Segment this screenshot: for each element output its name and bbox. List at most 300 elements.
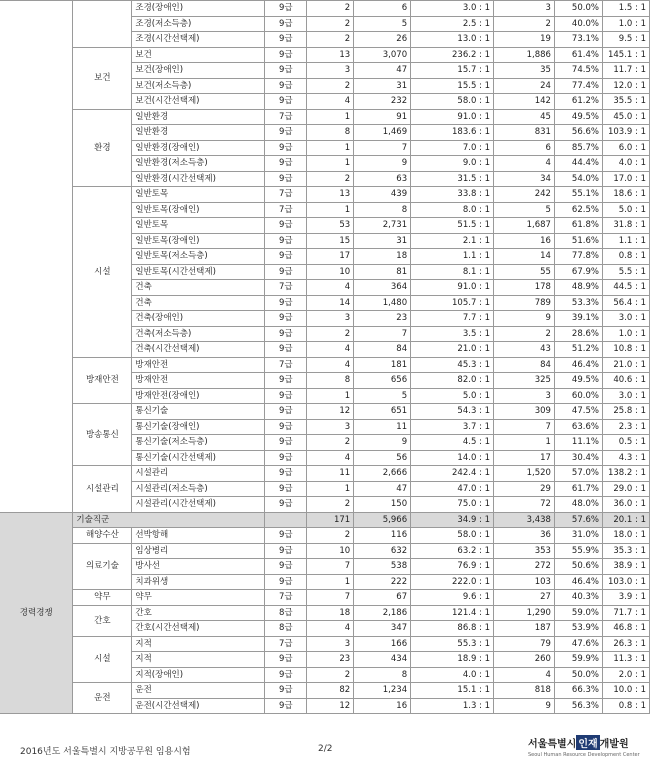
value-cell: 789 bbox=[494, 295, 555, 311]
value-cell: 36 bbox=[494, 528, 555, 544]
value-cell: 66.3% bbox=[554, 683, 602, 699]
value-cell: 3 bbox=[494, 1, 555, 17]
value-cell: 60.0% bbox=[554, 388, 602, 404]
value-cell: 538 bbox=[354, 559, 411, 575]
value-cell: 34 bbox=[494, 171, 555, 187]
value-cell: 50.0% bbox=[554, 1, 602, 17]
value-cell: 1 bbox=[307, 388, 354, 404]
value-cell: 2 bbox=[307, 16, 354, 32]
value-cell: 15.1 : 1 bbox=[411, 683, 494, 699]
value-cell: 1 bbox=[307, 140, 354, 156]
value-cell: 53.3% bbox=[554, 295, 602, 311]
value-cell: 61.4% bbox=[554, 47, 602, 63]
value-cell: 4 bbox=[307, 94, 354, 110]
value-cell: 7급 bbox=[265, 187, 307, 203]
category-cell: 간호 bbox=[73, 605, 132, 636]
field-cell: 일반토목(시간선택제) bbox=[132, 264, 265, 280]
value-cell: 1 bbox=[307, 109, 354, 125]
value-cell: 75.0 : 1 bbox=[411, 497, 494, 513]
value-cell: 4.0 : 1 bbox=[411, 667, 494, 683]
value-cell: 9급 bbox=[265, 63, 307, 79]
value-cell: 85.7% bbox=[554, 140, 602, 156]
value-cell: 2 bbox=[307, 667, 354, 683]
value-cell: 2 bbox=[307, 78, 354, 94]
value-cell: 9급 bbox=[265, 559, 307, 575]
value-cell: 27 bbox=[494, 590, 555, 606]
value-cell: 9 bbox=[354, 435, 411, 451]
value-cell: 2 bbox=[307, 1, 354, 17]
value-cell: 5 bbox=[354, 388, 411, 404]
total-cell: 57.6% bbox=[554, 512, 602, 528]
value-cell: 3 bbox=[494, 388, 555, 404]
value-cell: 14.0 : 1 bbox=[411, 450, 494, 466]
total-cell: 20.1 : 1 bbox=[602, 512, 649, 528]
value-cell: 47.6% bbox=[554, 636, 602, 652]
value-cell: 1 bbox=[307, 202, 354, 218]
value-cell: 51.6% bbox=[554, 233, 602, 249]
value-cell: 40.0% bbox=[554, 16, 602, 32]
value-cell: 12 bbox=[307, 698, 354, 714]
value-cell: 91.0 : 1 bbox=[411, 280, 494, 296]
value-cell: 7 bbox=[307, 559, 354, 575]
field-cell: 일반토목(저소득층) bbox=[132, 249, 265, 265]
value-cell: 2,731 bbox=[354, 218, 411, 234]
value-cell: 1 bbox=[307, 156, 354, 172]
category-cell: 방재안전 bbox=[73, 357, 132, 404]
value-cell: 23 bbox=[354, 311, 411, 327]
value-cell: 11.3 : 1 bbox=[602, 652, 649, 668]
logo-wordmark: 서울특별시 인재 개발원 bbox=[528, 735, 638, 750]
field-cell: 시설관리(저소득층) bbox=[132, 481, 265, 497]
total-cell: 171 bbox=[307, 512, 354, 528]
value-cell: 138.2 : 1 bbox=[602, 466, 649, 482]
value-cell: 53 bbox=[307, 218, 354, 234]
value-cell: 1,290 bbox=[494, 605, 555, 621]
value-cell: 7 bbox=[354, 326, 411, 342]
value-cell: 4 bbox=[307, 342, 354, 358]
value-cell: 56.3% bbox=[554, 698, 602, 714]
value-cell: 62.5% bbox=[554, 202, 602, 218]
org-logo bbox=[528, 735, 638, 765]
value-cell: 31.0% bbox=[554, 528, 602, 544]
value-cell: 2.5 : 1 bbox=[411, 16, 494, 32]
value-cell: 1.1 : 1 bbox=[602, 233, 649, 249]
value-cell: 1,234 bbox=[354, 683, 411, 699]
value-cell: 9 bbox=[354, 156, 411, 172]
field-cell: 약무 bbox=[132, 590, 265, 606]
field-cell: 방재안전(장애인) bbox=[132, 388, 265, 404]
value-cell: 35 bbox=[494, 63, 555, 79]
value-cell: 18.6 : 1 bbox=[602, 187, 649, 203]
value-cell: 1.0 : 1 bbox=[602, 326, 649, 342]
category-cell: 의료기술 bbox=[73, 543, 132, 590]
value-cell: 272 bbox=[494, 559, 555, 575]
value-cell: 9 bbox=[494, 698, 555, 714]
value-cell: 2 bbox=[307, 435, 354, 451]
value-cell: 9급 bbox=[265, 388, 307, 404]
value-cell: 50.6% bbox=[554, 559, 602, 575]
field-cell: 건축(저소득층) bbox=[132, 326, 265, 342]
field-cell: 통신기술(저소득층) bbox=[132, 435, 265, 451]
value-cell: 13.0 : 1 bbox=[411, 32, 494, 48]
value-cell: 8 bbox=[307, 373, 354, 389]
value-cell: 48.0% bbox=[554, 497, 602, 513]
value-cell: 23 bbox=[307, 652, 354, 668]
value-cell: 21.0 : 1 bbox=[411, 342, 494, 358]
value-cell: 1.5 : 1 bbox=[602, 1, 649, 17]
page-number: 2/2 bbox=[318, 744, 333, 754]
field-cell: 통신기술(시간선택제) bbox=[132, 450, 265, 466]
value-cell: 11.1% bbox=[554, 435, 602, 451]
value-cell: 67.9% bbox=[554, 264, 602, 280]
value-cell: 7급 bbox=[265, 202, 307, 218]
value-cell: 651 bbox=[354, 404, 411, 420]
value-cell: 9급 bbox=[265, 156, 307, 172]
value-cell: 325 bbox=[494, 373, 555, 389]
value-cell: 73.1% bbox=[554, 32, 602, 48]
value-cell: 33.8 : 1 bbox=[411, 187, 494, 203]
total-cell: 34.9 : 1 bbox=[411, 512, 494, 528]
field-cell: 건축(시간선택제) bbox=[132, 342, 265, 358]
category-cell: 약무 bbox=[73, 590, 132, 606]
table-row bbox=[0, 636, 650, 652]
field-cell: 운전 bbox=[132, 683, 265, 699]
value-cell: 49.5% bbox=[554, 109, 602, 125]
value-cell: 43 bbox=[494, 342, 555, 358]
value-cell: 81 bbox=[354, 264, 411, 280]
value-cell: 72 bbox=[494, 497, 555, 513]
value-cell: 36.0 : 1 bbox=[602, 497, 649, 513]
value-cell: 9급 bbox=[265, 481, 307, 497]
value-cell: 3.7 : 1 bbox=[411, 419, 494, 435]
logo-box: 인재 bbox=[576, 735, 599, 750]
value-cell: 7 bbox=[354, 140, 411, 156]
value-cell: 7.0 : 1 bbox=[411, 140, 494, 156]
category-cell bbox=[73, 1, 132, 48]
value-cell: 2 bbox=[307, 32, 354, 48]
value-cell: 9급 bbox=[265, 450, 307, 466]
field-cell: 조경(시간선택제) bbox=[132, 32, 265, 48]
value-cell: 58.0 : 1 bbox=[411, 94, 494, 110]
field-cell: 일반환경 bbox=[132, 125, 265, 141]
field-cell: 일반토목(장애인) bbox=[132, 233, 265, 249]
value-cell: 56.4 : 1 bbox=[602, 295, 649, 311]
value-cell: 7.7 : 1 bbox=[411, 311, 494, 327]
value-cell: 77.4% bbox=[554, 78, 602, 94]
value-cell: 1.1 : 1 bbox=[411, 249, 494, 265]
field-cell: 일반환경(저소득층) bbox=[132, 156, 265, 172]
section-label: 경력경쟁 bbox=[0, 512, 73, 714]
field-cell: 건축 bbox=[132, 280, 265, 296]
value-cell: 15.7 : 1 bbox=[411, 63, 494, 79]
value-cell: 5.0 : 1 bbox=[602, 202, 649, 218]
value-cell: 17 bbox=[494, 450, 555, 466]
value-cell: 0.8 : 1 bbox=[602, 698, 649, 714]
value-cell: 7급 bbox=[265, 109, 307, 125]
value-cell: 47 bbox=[354, 481, 411, 497]
value-cell: 46.8 : 1 bbox=[602, 621, 649, 637]
value-cell: 31 bbox=[354, 233, 411, 249]
value-cell: 8 bbox=[307, 125, 354, 141]
value-cell: 8급 bbox=[265, 621, 307, 637]
category-cell: 환경 bbox=[73, 109, 132, 187]
value-cell: 61.8% bbox=[554, 218, 602, 234]
value-cell: 9급 bbox=[265, 1, 307, 17]
total-cell bbox=[265, 512, 307, 528]
value-cell: 3.0 : 1 bbox=[602, 388, 649, 404]
category-cell: 해양수산 bbox=[73, 528, 132, 544]
value-cell: 2 bbox=[307, 528, 354, 544]
value-cell: 353 bbox=[494, 543, 555, 559]
value-cell: 9급 bbox=[265, 94, 307, 110]
value-cell: 2 bbox=[307, 326, 354, 342]
value-cell: 4 bbox=[307, 357, 354, 373]
value-cell: 47.0 : 1 bbox=[411, 481, 494, 497]
value-cell: 4 bbox=[307, 280, 354, 296]
value-cell: 439 bbox=[354, 187, 411, 203]
value-cell: 48.9% bbox=[554, 280, 602, 296]
value-cell: 183.6 : 1 bbox=[411, 125, 494, 141]
table-row bbox=[0, 404, 650, 420]
value-cell: 45 bbox=[494, 109, 555, 125]
value-cell: 35.3 : 1 bbox=[602, 543, 649, 559]
table-row bbox=[0, 528, 650, 544]
value-cell: 59.0% bbox=[554, 605, 602, 621]
value-cell: 15 bbox=[307, 233, 354, 249]
value-cell: 9급 bbox=[265, 218, 307, 234]
value-cell: 61.7% bbox=[554, 481, 602, 497]
value-cell: 5 bbox=[494, 202, 555, 218]
field-cell: 방재안전 bbox=[132, 357, 265, 373]
field-cell: 지적 bbox=[132, 636, 265, 652]
value-cell: 18.0 : 1 bbox=[602, 528, 649, 544]
value-cell: 181 bbox=[354, 357, 411, 373]
value-cell: 9급 bbox=[265, 125, 307, 141]
field-cell: 통신기술 bbox=[132, 404, 265, 420]
value-cell: 12 bbox=[307, 404, 354, 420]
value-cell: 9급 bbox=[265, 528, 307, 544]
field-cell: 일반환경 bbox=[132, 109, 265, 125]
value-cell: 2.3 : 1 bbox=[602, 419, 649, 435]
value-cell: 54.0% bbox=[554, 171, 602, 187]
value-cell: 77.8% bbox=[554, 249, 602, 265]
value-cell: 18.9 : 1 bbox=[411, 652, 494, 668]
field-cell: 선박항해 bbox=[132, 528, 265, 544]
value-cell: 5.5 : 1 bbox=[602, 264, 649, 280]
value-cell: 7급 bbox=[265, 357, 307, 373]
value-cell: 29.0 : 1 bbox=[602, 481, 649, 497]
value-cell: 103.0 : 1 bbox=[602, 574, 649, 590]
value-cell: 46.4% bbox=[554, 574, 602, 590]
value-cell: 4 bbox=[494, 156, 555, 172]
value-cell: 9급 bbox=[265, 574, 307, 590]
value-cell: 1,687 bbox=[494, 218, 555, 234]
field-cell: 일반환경(장애인) bbox=[132, 140, 265, 156]
value-cell: 8 bbox=[354, 667, 411, 683]
value-cell: 56.6% bbox=[554, 125, 602, 141]
value-cell: 14 bbox=[307, 295, 354, 311]
value-cell: 2 bbox=[307, 497, 354, 513]
value-cell: 9급 bbox=[265, 466, 307, 482]
value-cell: 9급 bbox=[265, 419, 307, 435]
total-label: 기술직군 bbox=[73, 512, 265, 528]
value-cell: 3.5 : 1 bbox=[411, 326, 494, 342]
value-cell: 9.5 : 1 bbox=[602, 32, 649, 48]
value-cell: 38.9 : 1 bbox=[602, 559, 649, 575]
value-cell: 9급 bbox=[265, 32, 307, 48]
value-cell: 7급 bbox=[265, 280, 307, 296]
value-cell: 236.2 : 1 bbox=[411, 47, 494, 63]
field-cell: 보건(장애인) bbox=[132, 63, 265, 79]
value-cell: 9 bbox=[494, 311, 555, 327]
value-cell: 121.4 : 1 bbox=[411, 605, 494, 621]
value-cell: 4 bbox=[307, 450, 354, 466]
field-cell: 조경(장애인) bbox=[132, 1, 265, 17]
value-cell: 82 bbox=[307, 683, 354, 699]
value-cell: 9급 bbox=[265, 683, 307, 699]
table-row bbox=[0, 109, 650, 125]
value-cell: 3 bbox=[307, 636, 354, 652]
value-cell: 61.2% bbox=[554, 94, 602, 110]
value-cell: 59.9% bbox=[554, 652, 602, 668]
field-cell: 건축 bbox=[132, 295, 265, 311]
value-cell: 9급 bbox=[265, 171, 307, 187]
value-cell: 9급 bbox=[265, 342, 307, 358]
field-cell: 방사선 bbox=[132, 559, 265, 575]
value-cell: 9급 bbox=[265, 47, 307, 63]
category-cell: 보건 bbox=[73, 47, 132, 109]
field-cell: 일반토목(장애인) bbox=[132, 202, 265, 218]
value-cell: 16 bbox=[494, 233, 555, 249]
value-cell: 3.0 : 1 bbox=[411, 1, 494, 17]
value-cell: 2 bbox=[494, 16, 555, 32]
value-cell: 31.5 : 1 bbox=[411, 171, 494, 187]
value-cell: 242 bbox=[494, 187, 555, 203]
value-cell: 9급 bbox=[265, 326, 307, 342]
value-cell: 260 bbox=[494, 652, 555, 668]
value-cell: 54.3 : 1 bbox=[411, 404, 494, 420]
field-cell: 간호(시간선택제) bbox=[132, 621, 265, 637]
value-cell: 17 bbox=[307, 249, 354, 265]
table-row bbox=[0, 590, 650, 606]
value-cell: 9급 bbox=[265, 652, 307, 668]
value-cell: 8.1 : 1 bbox=[411, 264, 494, 280]
value-cell: 9급 bbox=[265, 311, 307, 327]
value-cell: 17.0 : 1 bbox=[602, 171, 649, 187]
value-cell: 63.2 : 1 bbox=[411, 543, 494, 559]
value-cell: 4 bbox=[307, 621, 354, 637]
value-cell: 91.0 : 1 bbox=[411, 109, 494, 125]
value-cell: 46.4% bbox=[554, 357, 602, 373]
value-cell: 21.0 : 1 bbox=[602, 357, 649, 373]
value-cell: 9급 bbox=[265, 140, 307, 156]
field-cell: 일반토목 bbox=[132, 187, 265, 203]
value-cell: 12.0 : 1 bbox=[602, 78, 649, 94]
category-cell: 시설 bbox=[73, 187, 132, 358]
value-cell: 84 bbox=[494, 357, 555, 373]
value-cell: 1,520 bbox=[494, 466, 555, 482]
value-cell: 7급 bbox=[265, 636, 307, 652]
value-cell: 10 bbox=[307, 543, 354, 559]
field-cell: 건축(장애인) bbox=[132, 311, 265, 327]
value-cell: 31 bbox=[354, 78, 411, 94]
value-cell: 222.0 : 1 bbox=[411, 574, 494, 590]
field-cell: 보건(저소득층) bbox=[132, 78, 265, 94]
value-cell: 57.0% bbox=[554, 466, 602, 482]
value-cell: 18 bbox=[354, 249, 411, 265]
field-cell: 일반토목 bbox=[132, 218, 265, 234]
value-cell: 4.5 : 1 bbox=[411, 435, 494, 451]
value-cell: 9급 bbox=[265, 435, 307, 451]
value-cell: 7급 bbox=[265, 590, 307, 606]
value-cell: 55 bbox=[494, 264, 555, 280]
value-cell: 9급 bbox=[265, 78, 307, 94]
value-cell: 35.5 : 1 bbox=[602, 94, 649, 110]
value-cell: 51.2% bbox=[554, 342, 602, 358]
value-cell: 39.1% bbox=[554, 311, 602, 327]
value-cell: 9급 bbox=[265, 404, 307, 420]
value-cell: 76.9 : 1 bbox=[411, 559, 494, 575]
field-cell: 조경(저소득층) bbox=[132, 16, 265, 32]
value-cell: 9.6 : 1 bbox=[411, 590, 494, 606]
field-cell: 운전(시간선택제) bbox=[132, 698, 265, 714]
field-cell: 통신기술(장애인) bbox=[132, 419, 265, 435]
value-cell: 2,666 bbox=[354, 466, 411, 482]
value-cell: 831 bbox=[494, 125, 555, 141]
value-cell: 6.0 : 1 bbox=[602, 140, 649, 156]
value-cell: 222 bbox=[354, 574, 411, 590]
value-cell: 1.3 : 1 bbox=[411, 698, 494, 714]
value-cell: 2 bbox=[494, 326, 555, 342]
category-cell: 시설 bbox=[73, 636, 132, 683]
field-cell: 지적 bbox=[132, 652, 265, 668]
value-cell: 10 bbox=[307, 264, 354, 280]
value-cell: 3 bbox=[307, 63, 354, 79]
value-cell: 45.0 : 1 bbox=[602, 109, 649, 125]
field-cell: 지적(장애인) bbox=[132, 667, 265, 683]
value-cell: 55.1% bbox=[554, 187, 602, 203]
value-cell: 40.6 : 1 bbox=[602, 373, 649, 389]
value-cell: 9급 bbox=[265, 264, 307, 280]
value-cell: 16 bbox=[354, 698, 411, 714]
value-cell: 31.8 : 1 bbox=[602, 218, 649, 234]
value-cell: 1 bbox=[307, 481, 354, 497]
value-cell: 4.0 : 1 bbox=[602, 156, 649, 172]
value-cell: 8급 bbox=[265, 605, 307, 621]
value-cell: 150 bbox=[354, 497, 411, 513]
value-cell: 67 bbox=[354, 590, 411, 606]
field-cell: 방재안전 bbox=[132, 373, 265, 389]
value-cell: 145.1 : 1 bbox=[602, 47, 649, 63]
value-cell: 8 bbox=[354, 202, 411, 218]
value-cell: 11 bbox=[307, 466, 354, 482]
value-cell: 3.9 : 1 bbox=[602, 590, 649, 606]
value-cell: 242.4 : 1 bbox=[411, 466, 494, 482]
value-cell: 1.0 : 1 bbox=[602, 16, 649, 32]
value-cell: 9급 bbox=[265, 667, 307, 683]
value-cell: 347 bbox=[354, 621, 411, 637]
value-cell: 55.9% bbox=[554, 543, 602, 559]
value-cell: 58.0 : 1 bbox=[411, 528, 494, 544]
value-cell: 9급 bbox=[265, 698, 307, 714]
value-cell: 19 bbox=[494, 32, 555, 48]
value-cell: 116 bbox=[354, 528, 411, 544]
value-cell: 10.8 : 1 bbox=[602, 342, 649, 358]
value-cell: 3 bbox=[307, 419, 354, 435]
value-cell: 13 bbox=[307, 187, 354, 203]
value-cell: 53.9% bbox=[554, 621, 602, 637]
value-cell: 47.5% bbox=[554, 404, 602, 420]
